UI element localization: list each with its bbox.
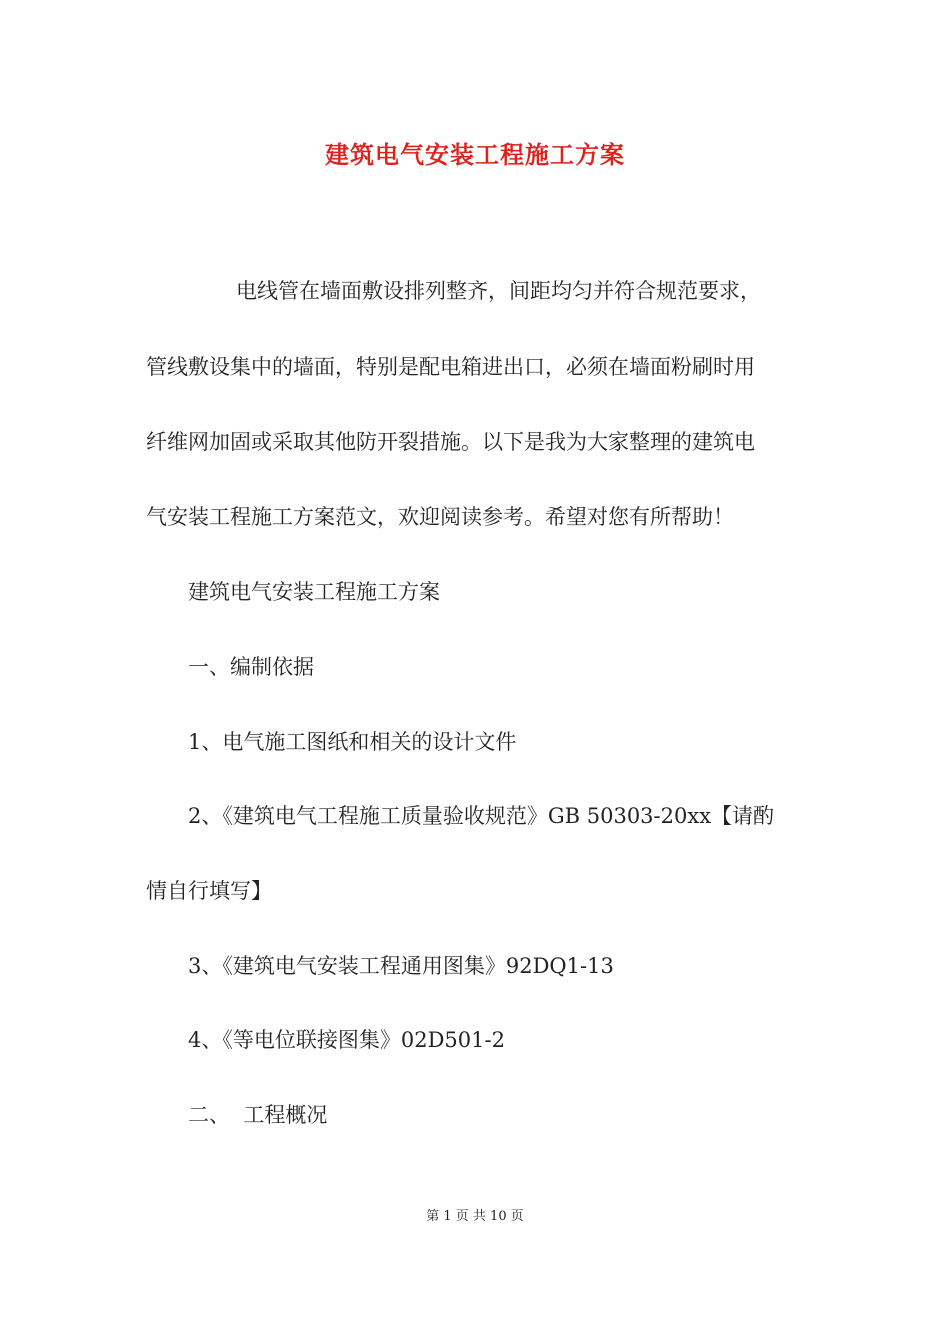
paragraph-line: 电线管在墙面敷设排列整齐，间距均匀并符合规范要求， (236, 279, 761, 303)
paragraph-line: 管线敷设集中的墙面，特别是配电箱进出口，必须在墙面粉刷时用 (146, 355, 755, 379)
list-item: 2、《建筑电气工程施工质量验收规范》GB 50303-20xx【请酌 (188, 804, 775, 828)
list-item: 4、《等电位联接图集》02D501-2 (188, 1028, 505, 1052)
section-heading: 二、 工程概况 (188, 1103, 328, 1127)
list-item: 1、电气施工图纸和相关的设计文件 (188, 730, 517, 754)
list-item-continuation: 情自行填写】 (146, 879, 272, 903)
section-heading: 一、编制依据 (188, 655, 314, 679)
list-item: 3、《建筑电气安装工程通用图集》92DQ1-13 (188, 954, 614, 978)
paragraph-line: 纤维网加固或采取其他防开裂措施。以下是我为大家整理的建筑电 (146, 430, 755, 454)
page-footer: 第 1 页 共 10 页 (426, 1209, 524, 1224)
section-heading: 建筑电气安装工程施工方案 (188, 580, 440, 604)
document-title: 建筑电气安装工程施工方案 (325, 140, 625, 169)
paragraph-line: 气安装工程施工方案范文，欢迎阅读参考。希望对您有所帮助！ (146, 505, 734, 529)
